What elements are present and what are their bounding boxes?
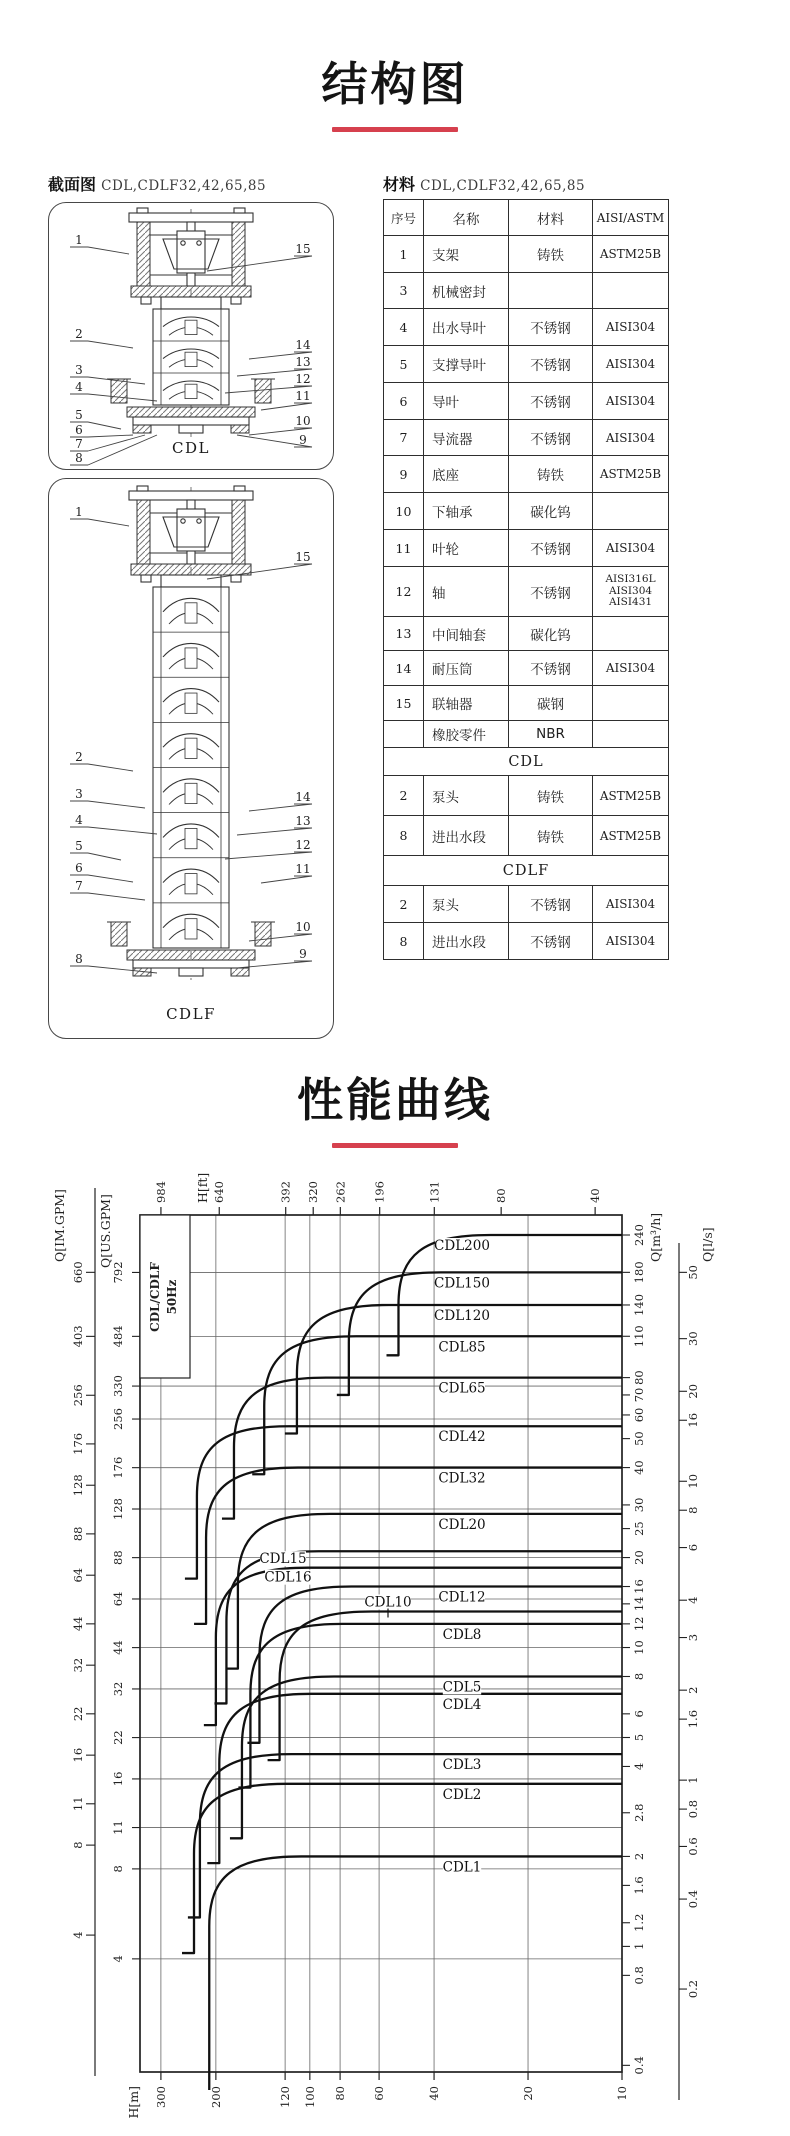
materials-cell: 3 (384, 273, 424, 309)
table-row (384, 776, 669, 816)
svg-text:80: 80 (333, 2086, 348, 2101)
svg-text:16: 16 (686, 1412, 700, 1428)
series-label-CDL8: CDL8 (442, 1626, 482, 1643)
materials-cell: 12 (384, 567, 424, 617)
table-row (384, 420, 669, 456)
materials-cell: 底座 (424, 456, 509, 493)
svg-text:6: 6 (632, 1710, 646, 1718)
svg-text:60: 60 (372, 2086, 387, 2101)
cross-section-caption-label: 截面图 (48, 175, 97, 194)
callout-number: 2 (75, 327, 83, 341)
curve-CDL85 (252, 1336, 622, 1474)
table-row (384, 816, 669, 856)
svg-text:0.6: 0.6 (686, 1837, 700, 1856)
curve-CDL42 (185, 1426, 622, 1578)
svg-text:Q[l/s]: Q[l/s] (700, 1227, 715, 1262)
callout-number: 12 (295, 372, 311, 386)
svg-text:180: 180 (632, 1261, 646, 1284)
materials-cell: 不锈钢 (509, 420, 593, 456)
materials-cell: 导叶 (424, 383, 509, 420)
materials-cell: AISI304 (593, 923, 669, 960)
svg-text:1.2: 1.2 (632, 1913, 646, 1932)
svg-text:16: 16 (632, 1579, 646, 1594)
svg-text:64: 64 (71, 1567, 85, 1583)
materials-cell: 不锈钢 (509, 383, 593, 420)
materials-cell: 下轴承 (424, 493, 509, 530)
materials-cell: 不锈钢 (509, 530, 593, 567)
svg-text:256: 256 (71, 1384, 85, 1407)
pump-drawing-box-cdl (48, 202, 334, 470)
svg-text:11: 11 (71, 1796, 85, 1812)
svg-text:1: 1 (686, 1776, 700, 1784)
callout-number: 8 (75, 952, 83, 966)
cross-section-caption (48, 172, 266, 195)
svg-text:2: 2 (686, 1686, 700, 1694)
table-row (384, 346, 669, 383)
svg-text:4: 4 (686, 1596, 700, 1604)
svg-text:392: 392 (278, 1181, 293, 1203)
materials-caption-label: 材料 (383, 175, 416, 194)
callout-number: 3 (75, 787, 83, 801)
materials-cell: 不锈钢 (509, 651, 593, 686)
svg-text:0.8: 0.8 (632, 1966, 646, 1985)
callout-number: 6 (75, 423, 83, 437)
curve-CDL8 (238, 1624, 622, 1788)
svg-text:300: 300 (153, 2086, 168, 2108)
materials-cell: AISI304 (593, 309, 669, 346)
materials-cell: 1 (384, 236, 424, 273)
materials-cell: 不锈钢 (509, 886, 593, 923)
callout-number: 9 (299, 947, 307, 961)
table-row (384, 617, 669, 651)
materials-cell: 铸铁 (509, 456, 593, 493)
svg-text:50: 50 (686, 1265, 700, 1280)
svg-text:660: 660 (71, 1261, 85, 1284)
materials-cell: 碳化钨 (509, 617, 593, 651)
svg-text:8: 8 (632, 1672, 646, 1681)
svg-text:2.8: 2.8 (632, 1803, 646, 1822)
curve-CDL1 (209, 1856, 622, 2090)
materials-cell: 支撑导叶 (424, 346, 509, 383)
materials-cell: 14 (384, 651, 424, 686)
svg-text:50Hz: 50Hz (165, 1279, 179, 1315)
svg-text:403: 403 (71, 1325, 85, 1348)
materials-cell: 序号 (384, 200, 424, 236)
svg-text:5: 5 (632, 1733, 646, 1742)
materials-cell: ASTM25B (593, 456, 669, 493)
materials-cell: 不锈钢 (509, 346, 593, 383)
svg-text:484: 484 (111, 1325, 125, 1348)
table-row (384, 493, 669, 530)
materials-cell: 联轴器 (424, 686, 509, 721)
svg-text:240: 240 (632, 1224, 646, 1246)
svg-text:H[m]: H[m] (126, 2086, 141, 2119)
materials-cell: 7 (384, 420, 424, 456)
materials-cell (593, 617, 669, 651)
materials-cell: 5 (384, 346, 424, 383)
series-label-CDL65: CDL65 (438, 1380, 486, 1397)
svg-text:44: 44 (71, 1616, 85, 1632)
callout-number: 1 (75, 505, 83, 519)
svg-text:640: 640 (212, 1181, 227, 1203)
svg-text:20: 20 (686, 1383, 700, 1399)
svg-text:11: 11 (111, 1820, 125, 1835)
svg-text:4: 4 (111, 1955, 125, 1963)
svg-text:88: 88 (71, 1526, 85, 1542)
series-label-CDL42: CDL42 (438, 1429, 486, 1446)
svg-text:128: 128 (71, 1474, 85, 1497)
table-row (384, 686, 669, 721)
svg-text:792: 792 (111, 1261, 125, 1284)
svg-text:80: 80 (494, 1188, 509, 1203)
materials-cell: 名称 (424, 200, 509, 236)
svg-text:30: 30 (632, 1497, 646, 1513)
callout-number: 8 (75, 451, 83, 465)
materials-cell: 进出水段 (424, 816, 509, 856)
svg-text:32: 32 (71, 1657, 85, 1673)
svg-text:140: 140 (632, 1293, 646, 1316)
materials-cell: AISI304 (593, 346, 669, 383)
materials-cell: 不锈钢 (509, 923, 593, 960)
materials-cell: 轴 (424, 567, 509, 617)
svg-text:22: 22 (111, 1730, 125, 1745)
table-row (384, 456, 669, 493)
materials-cell: 进出水段 (424, 923, 509, 960)
materials-cell: 铸铁 (509, 816, 593, 856)
materials-cell: 8 (384, 816, 424, 856)
callout-number: 1 (75, 233, 83, 247)
svg-text:320: 320 (306, 1181, 321, 1203)
svg-text:16: 16 (71, 1747, 85, 1763)
callout-number: 6 (75, 861, 83, 875)
series-label-CDL10: CDL10 (364, 1594, 412, 1611)
materials-cell: 不锈钢 (509, 309, 593, 346)
svg-text:10: 10 (686, 1473, 700, 1489)
svg-text:2: 2 (632, 1852, 646, 1861)
callout-number: 9 (299, 433, 307, 447)
curve-CDL2 (182, 1784, 622, 1953)
table-row (384, 567, 669, 617)
curve-CDL65 (222, 1378, 622, 1519)
svg-text:8: 8 (111, 1865, 125, 1873)
materials-cell: 13 (384, 617, 424, 651)
materials-cell: 导流器 (424, 420, 509, 456)
callout-number: 5 (75, 839, 83, 853)
materials-cell (384, 721, 424, 748)
svg-text:128: 128 (111, 1498, 125, 1520)
materials-cell: 泵头 (424, 776, 509, 816)
materials-table-grid (383, 199, 669, 960)
materials-cell: 碳钢 (509, 686, 593, 721)
materials-cell: ASTM25B (593, 776, 669, 816)
svg-text:64: 64 (111, 1591, 125, 1607)
series-label-CDL150: CDL150 (434, 1275, 490, 1292)
curve-CDL4 (207, 1694, 622, 1863)
svg-text:10: 10 (632, 1640, 646, 1655)
materials-cell: AISI316L AISI304 AISI431 (593, 567, 669, 617)
materials-cell: 2 (384, 776, 424, 816)
materials-cell: 碳化钨 (509, 493, 593, 530)
materials-cell: NBR (509, 721, 593, 748)
svg-text:22: 22 (71, 1706, 85, 1722)
svg-text:14: 14 (632, 1596, 646, 1612)
performance-title: 性能曲线 (297, 1073, 493, 1127)
callout-number: 10 (295, 920, 311, 934)
materials-cell: 不锈钢 (509, 567, 593, 617)
materials-cell: 6 (384, 383, 424, 420)
callout-number: 10 (295, 414, 311, 428)
svg-text:16: 16 (111, 1771, 125, 1787)
materials-cell: 2 (384, 886, 424, 923)
curve-CDL12 (247, 1587, 622, 1743)
svg-text:Q[IM.GPM]: Q[IM.GPM] (52, 1189, 67, 1262)
svg-text:0.4: 0.4 (632, 2056, 646, 2075)
svg-text:40: 40 (427, 2086, 442, 2101)
structure-title: 结构图 (321, 57, 469, 111)
materials-cell (509, 273, 593, 309)
materials-cell: AISI304 (593, 420, 669, 456)
table-row (384, 923, 669, 960)
table-row (384, 886, 669, 923)
svg-text:176: 176 (71, 1432, 85, 1455)
materials-cell: AISI304 (593, 530, 669, 567)
materials-cell: 9 (384, 456, 424, 493)
materials-cell: 泵头 (424, 886, 509, 923)
svg-text:30: 30 (686, 1331, 700, 1346)
svg-text:120: 120 (278, 2086, 293, 2108)
materials-cell: 4 (384, 309, 424, 346)
callout-number: 11 (295, 389, 311, 403)
svg-text:Q[m³/h]: Q[m³/h] (648, 1212, 663, 1262)
materials-cell: 出水导叶 (424, 309, 509, 346)
materials-cell (593, 273, 669, 309)
series-label-CDL16: CDL16 (264, 1569, 312, 1586)
callout-number: 15 (295, 550, 311, 564)
svg-text:8: 8 (686, 1506, 700, 1514)
table-section-label: CDLF (384, 856, 669, 886)
svg-text:0.4: 0.4 (686, 1889, 700, 1909)
svg-text:262: 262 (333, 1181, 348, 1203)
performance-title-block (0, 1074, 790, 1148)
svg-text:256: 256 (111, 1408, 125, 1431)
materials-cell: AISI/ASTM (593, 200, 669, 236)
table-row (384, 530, 669, 567)
materials-cell: 耐压筒 (424, 651, 509, 686)
svg-text:1.6: 1.6 (686, 1709, 700, 1729)
svg-text:40: 40 (588, 1188, 603, 1203)
pump-drawing-box-cdlf (48, 478, 334, 1039)
curve-CDL120 (285, 1305, 622, 1434)
series-label-CDL5: CDL5 (442, 1679, 482, 1696)
table-section-row (384, 856, 669, 886)
svg-text:H[ft]: H[ft] (195, 1172, 210, 1203)
callout-number: 14 (295, 790, 311, 804)
materials-cell: ASTM25B (593, 816, 669, 856)
materials-cell: 叶轮 (424, 530, 509, 567)
svg-text:6: 6 (686, 1543, 700, 1552)
svg-text:8: 8 (71, 1841, 85, 1849)
table-section-label: CDL (384, 748, 669, 776)
series-label-CDL120: CDL120 (434, 1307, 490, 1324)
figure-label: CDL (172, 439, 210, 457)
svg-text:984: 984 (153, 1181, 168, 1203)
materials-cell (593, 493, 669, 530)
series-label-CDL2: CDL2 (442, 1786, 482, 1803)
callout-number: 13 (295, 814, 311, 828)
pump-cross-section-cdlf (49, 479, 333, 1038)
cross-section-caption-models: CDL,CDLF32,42,65,85 (101, 178, 267, 194)
materials-cell: 机械密封 (424, 273, 509, 309)
callout-number: 14 (295, 338, 311, 352)
table-row (384, 236, 669, 273)
series-label-CDL3: CDL3 (442, 1757, 482, 1774)
svg-text:0.2: 0.2 (686, 1979, 700, 1999)
callout-number: 12 (295, 838, 311, 852)
curve-CDL16 (204, 1568, 622, 1725)
structure-title-underline (332, 127, 458, 132)
figure-label: CDLF (166, 1005, 216, 1023)
table-row (384, 309, 669, 346)
svg-text:12: 12 (632, 1616, 646, 1632)
svg-text:25: 25 (632, 1521, 646, 1536)
callout-number: 13 (295, 355, 311, 369)
materials-cell (593, 686, 669, 721)
materials-cell: AISI304 (593, 651, 669, 686)
callout-number: 7 (75, 879, 83, 893)
materials-cell: 10 (384, 493, 424, 530)
svg-text:80: 80 (632, 1370, 646, 1385)
svg-text:50: 50 (632, 1431, 646, 1446)
svg-text:10: 10 (615, 2086, 629, 2101)
svg-text:100: 100 (302, 2086, 317, 2108)
materials-table (383, 199, 669, 960)
materials-cell: AISI304 (593, 886, 669, 923)
materials-cell (593, 721, 669, 748)
series-label-CDL1: CDL1 (442, 1859, 482, 1876)
svg-text:0.8: 0.8 (686, 1799, 700, 1819)
svg-text:196: 196 (372, 1181, 387, 1203)
table-section-row (384, 748, 669, 776)
series-label-CDL12: CDL12 (438, 1589, 486, 1606)
svg-text:1: 1 (632, 1942, 646, 1951)
table-row (384, 721, 669, 748)
svg-text:330: 330 (111, 1375, 125, 1398)
callout-number: 4 (75, 813, 83, 827)
callout-number: 15 (295, 242, 311, 256)
svg-text:40: 40 (632, 1460, 646, 1475)
series-label-CDL200: CDL200 (434, 1238, 490, 1255)
svg-text:20: 20 (521, 2086, 536, 2101)
svg-text:Q[US.GPM]: Q[US.GPM] (98, 1194, 113, 1268)
materials-cell: 铸铁 (509, 236, 593, 273)
materials-cell: 11 (384, 530, 424, 567)
materials-cell: 铸铁 (509, 776, 593, 816)
svg-text:4: 4 (71, 1931, 85, 1939)
svg-text:CDL/CDLF: CDL/CDLF (148, 1262, 162, 1332)
materials-cell: 8 (384, 923, 424, 960)
callout-number: 4 (75, 380, 83, 394)
materials-cell: 材料 (509, 200, 593, 236)
series-label-CDL20: CDL20 (438, 1516, 486, 1533)
svg-text:44: 44 (111, 1640, 125, 1655)
performance-title-underline (332, 1143, 458, 1148)
pump-cross-section-cdl (49, 203, 333, 469)
series-label-CDL32: CDL32 (438, 1470, 486, 1487)
svg-text:70: 70 (632, 1387, 646, 1403)
materials-caption-models: CDL,CDLF32,42,65,85 (420, 178, 586, 194)
svg-text:131: 131 (427, 1181, 442, 1203)
callout-number: 7 (75, 437, 83, 451)
svg-text:60: 60 (632, 1407, 646, 1423)
svg-text:200: 200 (208, 2086, 223, 2108)
series-label-CDL4: CDL4 (442, 1696, 482, 1713)
materials-cell: 中间轴套 (424, 617, 509, 651)
table-row (384, 651, 669, 686)
materials-caption (383, 172, 585, 195)
svg-text:1.6: 1.6 (632, 1876, 646, 1895)
materials-cell: ASTM25B (593, 236, 669, 273)
callout-number: 11 (295, 862, 311, 876)
performance-chart (0, 1150, 790, 2136)
curve-CDL5 (230, 1676, 622, 1838)
callout-number: 2 (75, 750, 83, 764)
structure-title-block (0, 58, 790, 132)
materials-cell: 支架 (424, 236, 509, 273)
svg-text:110: 110 (632, 1325, 646, 1348)
table-row (384, 383, 669, 420)
svg-text:20: 20 (632, 1550, 646, 1565)
svg-text:176: 176 (111, 1456, 125, 1479)
performance-chart-svg (0, 1150, 790, 2136)
svg-text:32: 32 (111, 1681, 125, 1697)
table-row (384, 273, 669, 309)
series-label-CDL85: CDL85 (438, 1339, 486, 1356)
svg-text:3: 3 (686, 1633, 700, 1642)
callout-number: 5 (75, 408, 83, 422)
callout-number: 3 (75, 363, 83, 377)
table-header-row (384, 200, 669, 236)
materials-cell: 橡胶零件 (424, 721, 509, 748)
series-label-CDL15: CDL15 (259, 1551, 307, 1568)
svg-text:88: 88 (111, 1550, 125, 1565)
materials-cell: AISI304 (593, 383, 669, 420)
materials-cell: 15 (384, 686, 424, 721)
svg-text:4: 4 (632, 1762, 646, 1771)
